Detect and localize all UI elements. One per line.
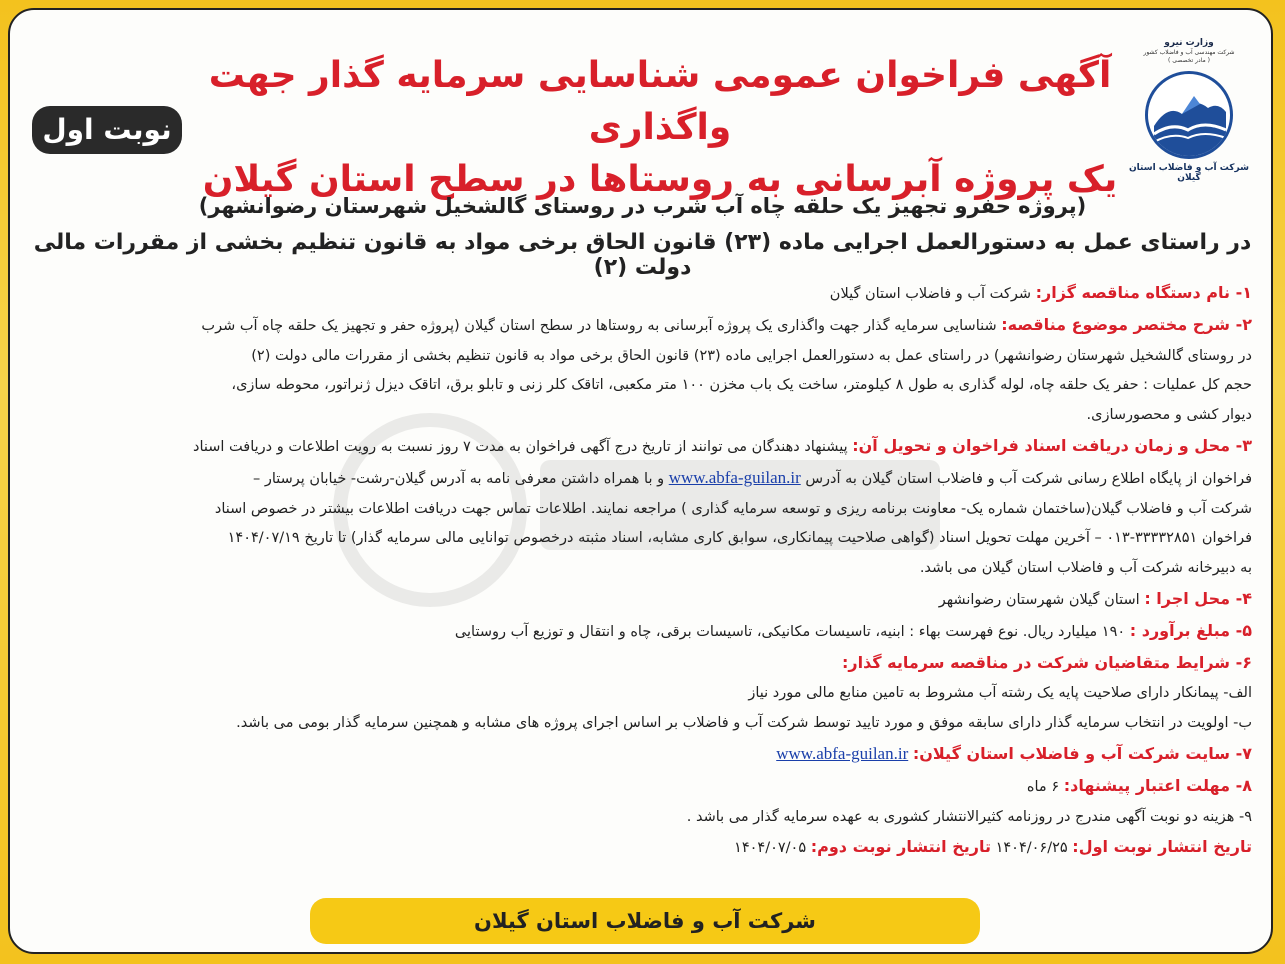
item-3 (30, 431, 1252, 463)
item-3-line-2b: و با همراه داشتن معرفی نامه به آدرس گیلان-رشت- خیابان پرستار – (252, 470, 669, 487)
first-round-badge: نوبت اول (32, 106, 182, 154)
legal-basis-subtitle: در راستای عمل به دستورالعمل اجرایی ماده (۲۳) قانون الحاق برخی مواد به قانون تنظیم بخشی از مقررات مالی دولت (۲) (33, 230, 1252, 280)
website-link-2[interactable]: www.abfa-guilan.ir (776, 743, 909, 763)
item-2-text: شناسایی سرمایه گذار جهت واگذاری یک پروژه آبرسانی به روستاها در سطح استان گیلان (پروژه حفر و تجهیز یک حلقه چاه آب شرب (201, 317, 1002, 334)
footer-company-name: شرکت آب و فاضلاب استان گیلان (310, 898, 980, 944)
item-2 (30, 310, 1252, 342)
item-1-text: شرکت آب و فاضلاب استان گیلان (829, 286, 1036, 302)
pub-first-heading: تاریخ انتشار نوبت اول: (1072, 837, 1252, 857)
pub-second-heading: تاریخ انتشار نوبت دوم: (810, 837, 991, 857)
item-8-heading: ۸- مهلت اعتبار پیشنهاد: (1063, 775, 1252, 795)
item-8-text: ۶ ماه (1026, 778, 1064, 795)
item-5-heading: ۵- مبلغ برآورد : (1129, 620, 1252, 640)
publication-dates (30, 832, 1252, 864)
item-2-line-4: دیوار کشی و محصورسازی. (1086, 407, 1252, 424)
item-4-text: استان گیلان شهرستان رضوانشهر (938, 591, 1145, 608)
website-link[interactable]: www.abfa-guilan.ir (668, 467, 801, 487)
title-line-2: یک پروژه آبرسانی به روستاها در سطح استان گیلان (202, 159, 1118, 200)
item-5 (30, 616, 1252, 648)
national-company-note: ( مادر تخصصی ) (1168, 57, 1210, 64)
water-drop-logo-icon (1145, 71, 1233, 159)
ministry-label: وزارت نیرو (1164, 38, 1214, 48)
item-3-text: پیشنهاد دهندگان می توانند از تاریخ درج آگهی فراخوان به مدت ۷ روز نسبت به رویت اطلاعات و دریافت اسناد (193, 438, 853, 455)
item-7 (30, 739, 1252, 771)
national-company-label: شرکت مهندسی آب و فاضلاب کشور (1143, 49, 1235, 56)
item-5-text: ۱۹۰ میلیارد ریال. نوع فهرست بهاء : ابنیه، تاسیسات مکانیکی، تاسیسات برقی، چاه و انتقال و توزیع آب روستایی (454, 623, 1130, 640)
item-7-heading: ۷- سایت شرکت آب و فاضلاب استان گیلان: (912, 743, 1252, 763)
local-company-label: شرکت آب و فاضلاب استان گیلان (1129, 163, 1249, 183)
item-4 (30, 584, 1252, 616)
item-1 (30, 278, 1252, 310)
item-6-a: الف- پیمانکار دارای صلاحیت پایه یک رشته آب مشروط به تامین منابع مالی مورد نیاز (748, 685, 1252, 702)
item-6 (30, 648, 1252, 680)
page-title (200, 50, 1120, 206)
item-3-heading: ۳- محل و زمان دریافت اسناد فراخوان و تحویل آن: (852, 435, 1252, 455)
pub-second-date: ۱۴۰۴/۰۷/۰۵ (734, 840, 811, 857)
title-line-1: آگهی فراخوان عمومی شناسایی سرمایه گذار جهت واگذاری (208, 55, 1112, 148)
item-2-line-3: حجم کل عملیات : حفر یک حلقه چاه، لوله گذاری به طول ۸ کیلومتر، ساخت یک باب مخزن ۱۰۰ متر مکعبی، اتاقک کلر زنی و تابلو برق، اتاقک دیزل ژنراتور، محوطه سازی، (231, 377, 1252, 394)
item-3-line-3: شرکت آب و فاضلاب گیلان(ساختمان شماره یک- معاونت برنامه ریزی و توسعه سرمایه گذاری ) مراجعه نمایند. اطلاعات تماس جهت دریافت اطلاعات بیشتر در خصوص اسناد (214, 500, 1252, 517)
item-3-line-2 (30, 463, 1252, 495)
item-3-line-5: به دبیرخانه شرکت آب و فاضلاب استان گیلان می باشد. (919, 560, 1252, 577)
item-9: ۹- هزینه دو نوبت آگهی مندرج در روزنامه کثیرالانتشار کشوری به عهده سرمایه گذار می باشد . (686, 808, 1252, 825)
pub-first-date: ۱۴۰۴/۰۶/۲۵ (991, 840, 1073, 857)
announcement-body (30, 278, 1252, 864)
project-subtitle: (پروژه حفرو تجهیز یک حلقه چاه آب شرب در روستای گالشخیل شهرستان رضوانشهر) (198, 194, 1087, 218)
item-8 (30, 771, 1252, 803)
item-2-line-2: در روستای گالشخیل شهرستان رضوانشهر) در راستای عمل به دستورالعمل اجرایی ماده (۲۳) قانون الحاق برخی مواد به قانون تنظیم بخشی از مقررات مالی دولت (۲) (251, 347, 1252, 364)
item-4-heading: ۴- محل اجرا : (1144, 588, 1252, 608)
announcement-frame (8, 8, 1273, 954)
company-logo (1129, 38, 1249, 198)
item-3-line-2a: فراخوان از پایگاه اطلاع رسانی شرکت آب و فاضلاب استان گیلان به آدرس (800, 470, 1252, 487)
item-6-heading: ۶- شرایط متقاضیان شرکت در مناقصه سرمایه گذار: (841, 652, 1252, 672)
item-1-heading: ۱- نام دستگاه مناقصه گزار: (1035, 283, 1252, 302)
item-6-b: ب- اولویت در انتخاب سرمایه گذار دارای سابقه موفق و مورد تایید توسط شرکت آب و فاضلاب بر اساس اجرای پروژه های مشابه و همچنین سرمایه گذار بومی می باشد. (236, 715, 1252, 732)
item-2-heading: ۲- شرح مختصر موضوع مناقصه: (1001, 314, 1252, 334)
item-3-line-4: فراخوان ۳۳۳۳۲۸۵۱-۰۱۳ – آخرین مهلت تحویل اسناد (گواهی صلاحیت پیمانکاری، سوابق کاری مشابه، اسناد مثبته درخصوص توانایی مالی سرمایه گذار) تا تاریخ ۱۴۰۴/۰۷/۱۹ (227, 530, 1252, 547)
